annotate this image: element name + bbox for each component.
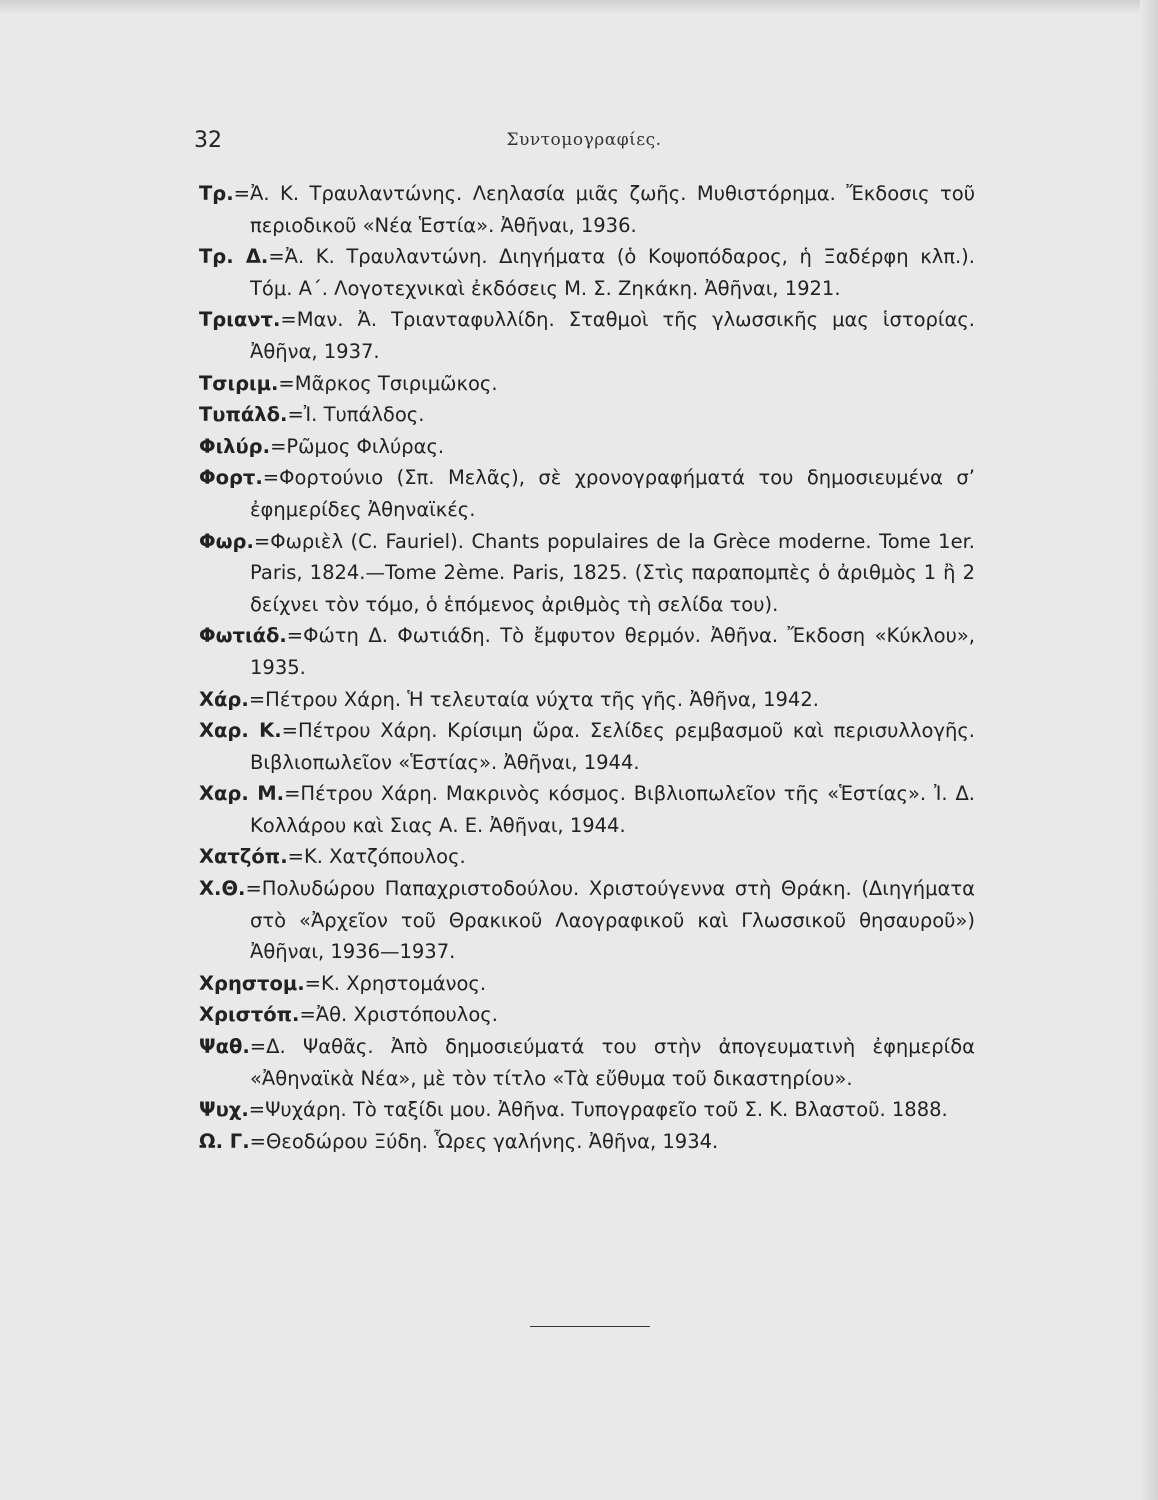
abbreviation-definition: =Ἀ. Κ. Τραυλαντώνη. Διηγήματα (ὁ Κοψοπόδαρος, ἡ Ξαδέρφη κλπ.). Τόμ. Α΄. Λογοτεχνικαὶ ἐκδόσεις Μ. Σ. Ζηκάκη. Ἀθῆναι, 1921. [250, 245, 975, 300]
abbreviation-entry [199, 462, 975, 525]
abbreviation-term: Τυπάλδ. [199, 403, 288, 427]
abbreviation-term: Χατζόπ. [199, 845, 288, 869]
abbreviation-entry [199, 1126, 975, 1158]
abbreviation-entry [199, 241, 975, 304]
abbreviation-definition: =Ψυχάρη. Τὸ ταξίδι μου. Ἀθῆνα. Τυπογραφεῖο τοῦ Σ. Κ. Βλαστοῦ. 1888. [248, 1098, 948, 1122]
abbreviation-entry [199, 1031, 975, 1094]
abbreviation-definition: =Κ. Χατζόπουλος. [287, 845, 466, 869]
abbreviation-entry [199, 841, 975, 873]
abbreviation-definition: =Φορτούνιο (Σπ. Μελᾶς), σὲ χρονογραφήματά του δημοσιευμένα σ’ ἐφημερίδες Ἀθηναϊκές. [250, 466, 975, 521]
abbreviation-definition: =Φώτη Δ. Φωτιάδη. Τὸ ἔμφυτον θερμόν. Ἀθῆνα. Ἔκδοση «Κύκλου», 1935. [250, 624, 975, 679]
abbreviation-definition: =Μᾶρκος Τσιριμῶκος. [278, 371, 498, 395]
abbreviation-definition: =Ρῶμος Φιλύρας. [270, 434, 445, 458]
abbreviation-definition: =Θεοδώρου Ξύδη. Ὧρες γαλήνης. Ἀθῆνα, 1934. [249, 1129, 719, 1153]
abbreviation-definition: =Πολυδώρου Παπαχριστοδούλου. Χριστούγεννα στὴ Θράκη. (Διηγήματα στὸ «Ἀρχεῖον τοῦ Θρακικοῦ Λαογραφικοῦ καὶ Γλωσσικοῦ θησαυροῦ») Ἀθῆναι, 1936—1937. [245, 877, 975, 964]
abbreviation-term: Χρηστομ. [199, 971, 305, 995]
abbreviation-entry [199, 178, 975, 241]
abbreviation-definition: =Κ. Χρηστομάνος. [304, 971, 487, 995]
closing-rule [530, 1326, 650, 1327]
abbreviation-definition: =Μαν. Ἀ. Τριανταφυλλίδη. Σταθμοὶ τῆς γλωσσικῆς μας ἱστορίας. Ἀθῆνα, 1937. [250, 308, 975, 363]
page-right-edge [1140, 0, 1158, 1500]
abbreviation-definition: =Ἀθ. Χριστόπουλος. [299, 1003, 498, 1027]
abbreviation-entry [199, 399, 975, 431]
abbreviation-term: Χαρ. Κ. [199, 719, 282, 743]
abbreviation-entry [199, 715, 975, 778]
abbreviation-term: Χάρ. [199, 687, 249, 711]
abbreviation-entry [199, 368, 975, 400]
abbreviation-entry [199, 304, 975, 367]
abbreviation-entry [199, 873, 975, 968]
abbreviation-term: Χαρ. Μ. [199, 782, 285, 806]
abbreviation-entry [199, 778, 975, 841]
abbreviation-definition: =Φωριὲλ (C. Fauriel). Chants populaires de la Grèce moderne. Tome 1er. Paris, 1824.—Tome 2ème. Paris, 1825. (Στὶς παραπομπὲς ὁ ἀριθμὸς 1 ἢ 2 δείχνει τὸν τόμο, ὁ ἑπόμενος ἀριθμὸς τὴ σελίδα του). [250, 529, 975, 616]
abbreviation-term: Τρ. [199, 182, 234, 205]
page-top-edge [0, 0, 1158, 14]
abbreviation-term: Χ.Θ. [199, 877, 246, 901]
abbreviation-definition: =Πέτρου Χάρη. Κρίσιμη ὥρα. Σελίδες ρεμβασμοῦ καὶ περισυλλογῆς. Βιβλιοπωλεῖον «Ἑστίας». Ἀθῆναι, 1944. [250, 719, 975, 774]
abbreviation-list [199, 178, 975, 1157]
abbreviation-term: Φωρ. [199, 529, 254, 553]
abbreviation-entry [199, 1094, 975, 1126]
abbreviation-term: Τριαντ. [199, 308, 281, 332]
abbreviation-definition: =Πέτρου Χάρη. Μακρινὸς κόσμος. Βιβλιοπωλεῖον τῆς «Ἑστίας». Ἰ. Δ. Κολλάρου καὶ Σιας Α. Ε. Ἀθῆναι, 1944. [250, 782, 975, 837]
abbreviation-term: Φωτιάδ. [199, 624, 287, 648]
abbreviation-definition: =Πέτρου Χάρη. Ἡ τελευταία νύχτα τῆς γῆς. Ἀθῆνα, 1942. [248, 687, 819, 711]
abbreviation-term: Ω. Γ. [199, 1129, 250, 1153]
abbreviation-term: Φιλύρ. [199, 434, 271, 458]
abbreviation-entry [199, 526, 975, 621]
running-head: Συντομογραφίες. [506, 130, 662, 150]
abbreviation-definition: =Ἀ. Κ. Τραυλαντώνης. Λεηλασία μιᾶς ζωῆς. Μυθιστόρημα. Ἔκδοσις τοῦ περιοδικοῦ «Νέα Ἑστία». Ἀθῆναι, 1936. [233, 182, 975, 237]
abbreviation-entry [199, 968, 975, 1000]
abbreviation-term: Τσιριμ. [199, 371, 279, 395]
abbreviation-entry [199, 620, 975, 683]
abbreviation-term: Ψαθ. [199, 1035, 250, 1059]
abbreviation-term: Χριστόπ. [199, 1003, 300, 1027]
abbreviation-term: Φορτ. [199, 466, 263, 490]
page-number: 32 [194, 128, 222, 153]
abbreviation-entry [199, 999, 975, 1031]
abbreviation-entry [199, 684, 975, 716]
abbreviation-entry [199, 431, 975, 463]
abbreviation-term: Τρ. Δ. [199, 245, 269, 269]
abbreviation-definition: =Ἰ. Τυπάλδος. [287, 403, 425, 427]
page-header [194, 128, 974, 158]
abbreviation-definition: =Δ. Ψαθᾶς. Ἀπὸ δημοσιεύματά του στὴν ἀπογευματινὴ ἐφημερίδα «Ἀθηναϊκὰ Νέα», μὲ τὸν τίτλο «Τὰ εὔθυμα τοῦ δικαστηρίου». [249, 1035, 975, 1090]
abbreviation-term: Ψυχ. [199, 1098, 249, 1122]
